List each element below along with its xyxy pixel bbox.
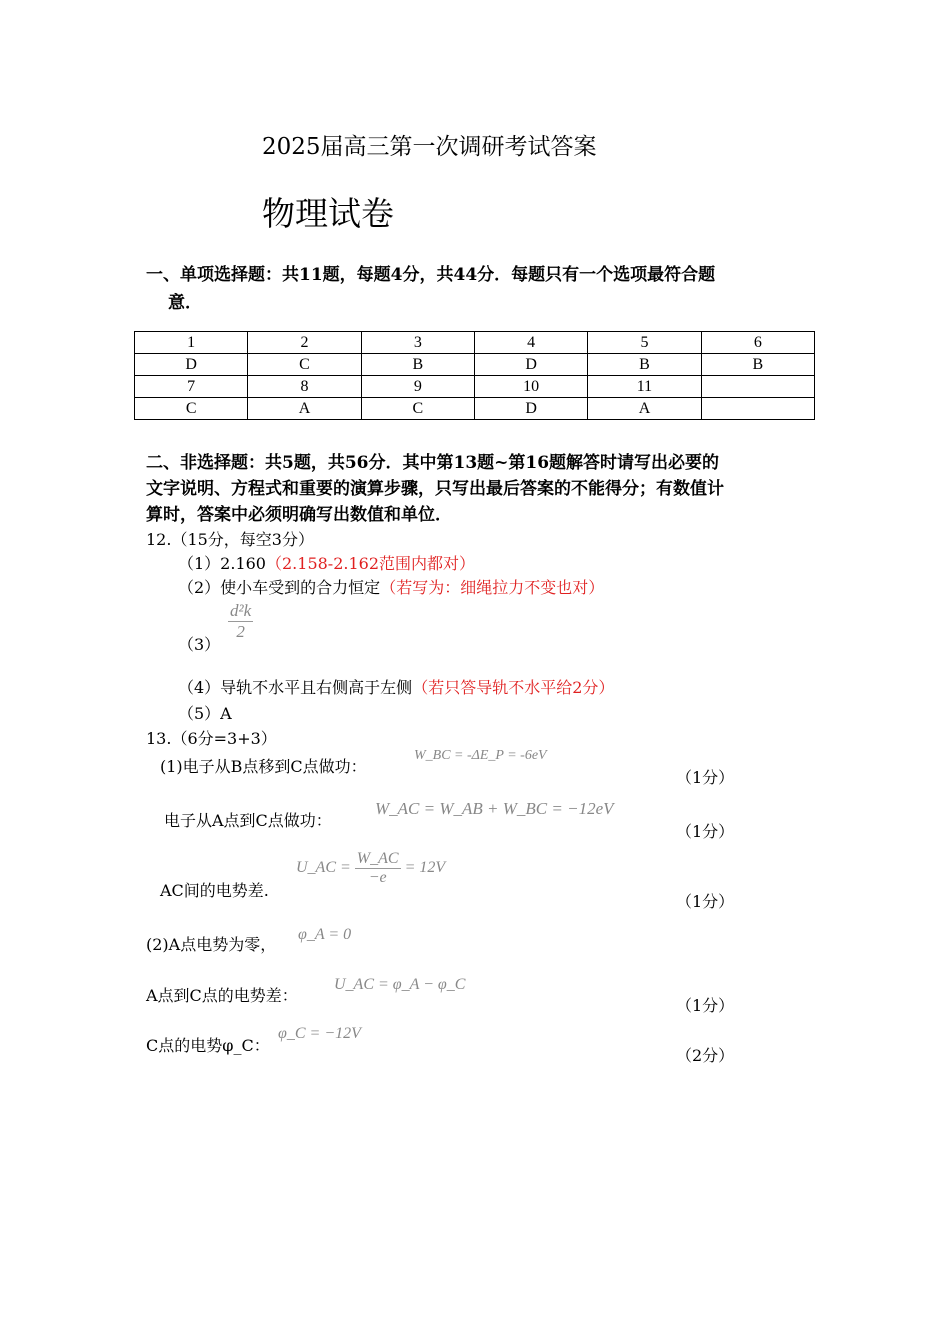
q13-step2-score: （1分）: [676, 822, 735, 841]
table-cell: B: [588, 354, 701, 376]
q13-step2-text: 电子从A点到C点做功：: [164, 811, 332, 830]
q13-header: 13.（6分=3+3）: [146, 729, 277, 748]
subject-title: 物理试卷: [262, 194, 394, 233]
table-cell: 10: [474, 376, 587, 398]
q12-answer-1: （1）2.160（2.158-2.162范围内都对）: [178, 554, 476, 573]
q13-step5-score: （1分）: [676, 996, 735, 1015]
table-cell: D: [474, 354, 587, 376]
table-cell: D: [474, 398, 587, 420]
table-row: [135, 398, 815, 420]
table-cell: B: [701, 354, 814, 376]
section1-heading-line1: 一、单项选择题：共11题，每题4分，共44分．每题只有一个选项最符合题: [146, 265, 716, 285]
q13-step1-text: (1)电子从B点移到C点做功：: [160, 757, 367, 776]
q12-answer-3-label: （3）: [178, 635, 221, 654]
table-cell: 8: [248, 376, 361, 398]
section2-heading-line2: 文字说明、方程式和重要的演算步骤，只写出最后答案的不能得分；有数值计: [146, 479, 724, 499]
q13-step5-formula: U_AC = φ_A − φ_C: [334, 976, 466, 993]
q12-answer-4: （4）导轨不水平且右侧高于左侧（若只答导轨不水平给2分）: [178, 678, 615, 697]
q12-answer-5: （5）A: [178, 704, 232, 723]
exam-title: 2025届高三第一次调研考试答案: [262, 134, 597, 160]
q13-step6-score: （2分）: [676, 1046, 735, 1065]
table-row: [135, 354, 815, 376]
table-cell: 5: [588, 332, 701, 354]
q12-header: 12.（15分，每空3分）: [146, 530, 314, 549]
q13-step1-formula: W_BC = -ΔE_P = -6eV: [414, 748, 547, 763]
q12-answer-3-formula: $\frac{\text{d²k}}{2}$: [230, 601, 252, 641]
q13-step3-text: AC间的电势差.: [160, 881, 269, 900]
section2-heading-line1: 二、非选择题：共5题，共56分．其中第13题~第16题解答时请写出必要的: [146, 453, 720, 473]
q13-step2-formula: W_AC = W_AB + W_BC = −12eV: [375, 799, 614, 818]
q13-step3-score: （1分）: [676, 892, 735, 911]
table-cell: C: [248, 354, 361, 376]
table-row: [135, 376, 815, 398]
table-cell: A: [588, 398, 701, 420]
section1-heading-line2: 意．: [168, 293, 202, 313]
table-row: [135, 332, 815, 354]
q13-step4-text: (2)A点电势为零，: [146, 935, 277, 954]
table-cell: [701, 376, 814, 398]
q13-step1-score: （1分）: [676, 768, 735, 787]
table-cell: 2: [248, 332, 361, 354]
q13-step4-formula: φ_A = 0: [298, 926, 352, 943]
table-cell: 7: [135, 376, 248, 398]
answer-table: [134, 331, 815, 420]
table-cell: C: [361, 398, 474, 420]
table-cell: C: [135, 398, 248, 420]
table-cell: 3: [361, 332, 474, 354]
q13-step6-text: C点的电势φ_C：: [146, 1036, 270, 1055]
table-cell: 11: [588, 376, 701, 398]
table-cell: 4: [474, 332, 587, 354]
table-cell: B: [361, 354, 474, 376]
q13-step6-formula: φ_C = −12V: [278, 1025, 361, 1042]
table-cell: [701, 398, 814, 420]
section2-heading-line3: 算时，答案中必须明确写出数值和单位．: [146, 505, 452, 525]
table-cell: 1: [135, 332, 248, 354]
q13-step3-formula: U_AC = $\frac{W\_AC}{-e}$ = 12V: [296, 850, 446, 886]
table-cell: D: [135, 354, 248, 376]
q12-answer-2: （2）使小车受到的合力恒定（若写为：细绳拉力不变也对）: [178, 578, 605, 597]
q13-step5-text: A点到C点的电势差：: [146, 986, 298, 1005]
table-cell: A: [248, 398, 361, 420]
table-cell: 9: [361, 376, 474, 398]
table-cell: 6: [701, 332, 814, 354]
